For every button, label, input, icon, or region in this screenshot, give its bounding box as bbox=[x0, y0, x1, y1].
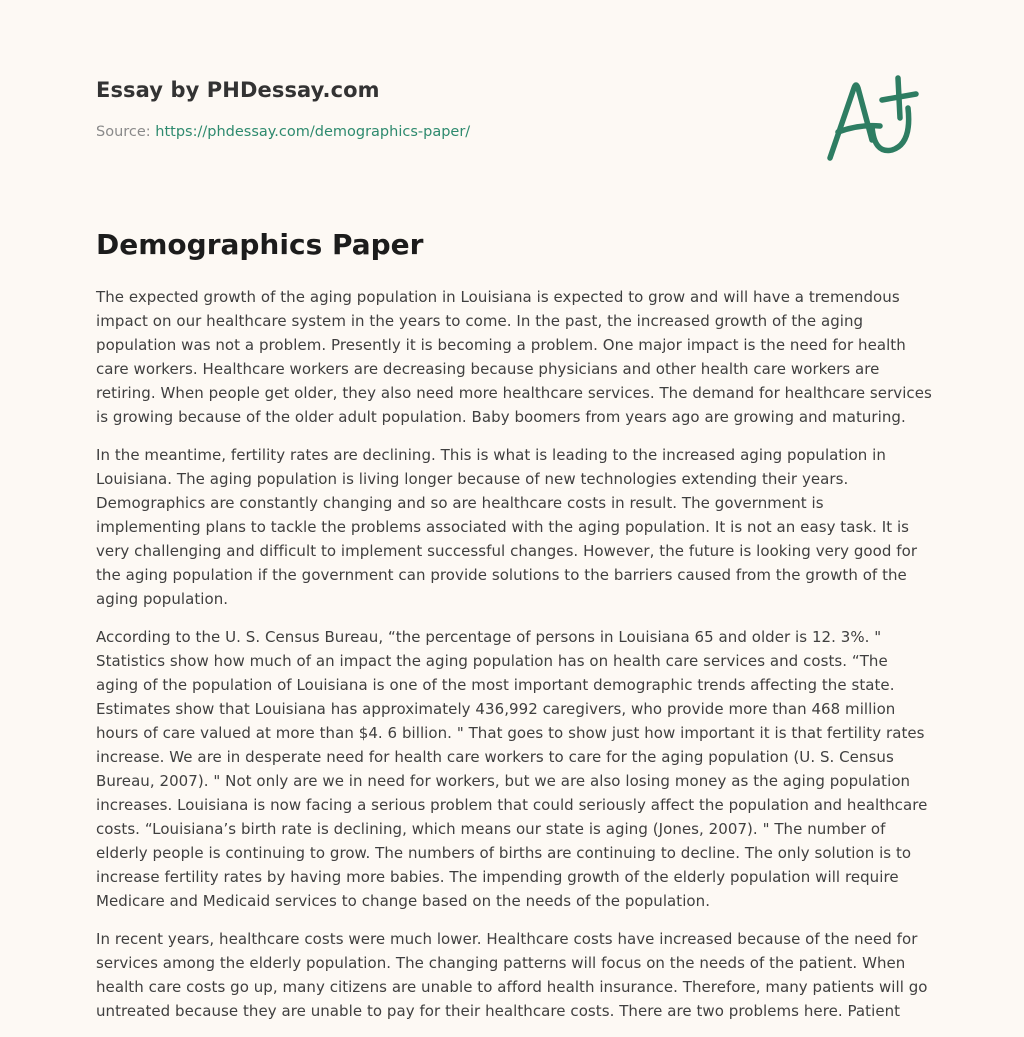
essay-header bbox=[96, 76, 936, 142]
paragraph-4: In recent years, healthcare costs were much lower. Healthcare costs have increased because of the need for services among the elderly population. The changing patterns will focus on the needs of the patient. When health care costs go up, many citizens are unable to afford health insurance. Therefore, many patients will go untreated because they are unable to pay for their healthcare costs. There are two problems here. Patient bbox=[96, 930, 928, 1020]
paragraph-3: According to the U. S. Census Bureau, “the percentage of persons in Louisiana 65 and older is 12. 3%. " Statistics show how much of an impact the aging population has on health care services and costs. “The aging of the population of Louisiana is one of the most important demographic trends affecting the state. Estimates show that Louisiana has approximately 436,992 caregivers, who provide more than 468 million hours of care valued at more than $4. 6 billion. " That goes to show just how important it is that fertility rates increase. We are in desperate need for health care workers to care for the aging population (U. S. Census Bureau, 2007). " Not only are we in need for workers, but we are also losing money as the aging population increases. Louisiana is now facing a serious problem that could seriously affect the population and healthcare costs. “Louisiana’s birth rate is declining, which means our state is aging (Jones, 2007). " The number of elderly people is continuing to grow. The numbers of births are continuing to decline. The only solution is to increase fertility rates by having more babies. The impending growth of the elderly population will require Medicare and Medicaid services to change based on the needs of the population. bbox=[96, 628, 928, 910]
paragraph-2: In the meantime, fertility rates are declining. This is what is leading to the increased aging population in Louisiana. The aging population is living longer because of new technologies extending their years. Demographics are constantly changing and so are healthcare costs in result. The government is implementing plans to tackle the problems associated with the aging population. It is not an easy task. It is very challenging and difficult to implement successful changes. However, the future is looking very good for the aging population if the government can provide solutions to the barriers caused from the growth of the aging population. bbox=[96, 446, 918, 608]
source-label: Source: bbox=[96, 124, 156, 140]
source-line bbox=[96, 122, 936, 142]
document-title: Demographics Paper bbox=[96, 228, 424, 261]
source-link[interactable]: https://phdessay.com/demographics-paper/ bbox=[155, 124, 471, 140]
essay-body bbox=[96, 285, 932, 1037]
paragraph-1: The expected growth of the aging population in Louisiana is expected to grow and will have a tremendous impact on our healthcare system in the years to come. In the past, the increased growth of the aging population was not a problem. Presently it is becoming a problem. One major impact is the need for health care workers. Healthcare workers are decreasing because physicians and other health care workers are retiring. When people get older, they also need more healthcare services. The demand for healthcare services is growing because of the older adult population. Baby boomers from years ago are growing and maturing. bbox=[96, 288, 932, 426]
site-title: Essay by PHDessay.com bbox=[96, 78, 380, 102]
a-plus-grade-icon bbox=[820, 68, 930, 168]
